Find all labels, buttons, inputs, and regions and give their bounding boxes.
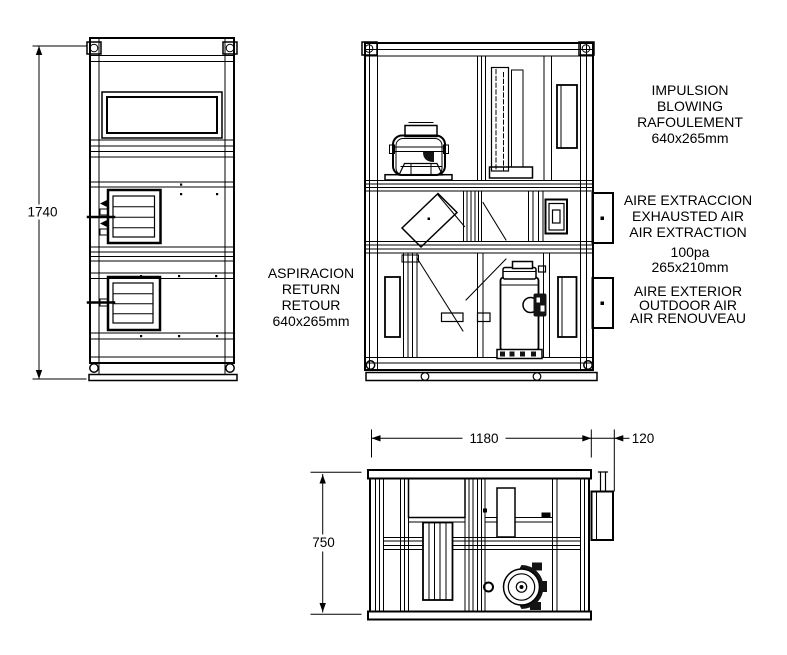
fan-top — [484, 563, 547, 611]
label-aspiracion-line3: RETOUR — [281, 297, 341, 313]
label-impulsion-size: 640x265mm — [651, 130, 729, 146]
dim-top-depth-value: 750 — [312, 535, 335, 550]
blowing-outlet-panel — [557, 85, 577, 148]
damper-section — [402, 191, 543, 247]
compressor — [497, 262, 547, 359]
label-aspiracion-line1: ASPIRACION — [267, 265, 355, 281]
label-exterior-line1: AIRE EXTERIOR — [633, 283, 743, 299]
label-pressure-value: 100pa — [670, 244, 710, 260]
label-impulsion-line3: RAFOULEMENT — [637, 114, 743, 130]
label-impulsion-line1: IMPULSION — [651, 82, 729, 98]
label-extraccion — [624, 192, 752, 240]
base-skid — [89, 363, 237, 381]
label-aspiracion — [268, 265, 354, 329]
label-exterior-line2: OUTDOOR AIR — [638, 297, 738, 313]
flange-top — [592, 472, 614, 540]
dimension-front-height — [27, 46, 86, 379]
label-exterior-line3: AIR RENOUVEAU — [630, 310, 746, 326]
front-view — [87, 38, 237, 381]
coil-top — [423, 523, 453, 601]
dimension-flange-depth — [591, 431, 654, 446]
extraction-flange — [593, 193, 614, 243]
dim-front-height-value: 1740 — [27, 204, 58, 220]
filter-compressor-section — [385, 253, 577, 358]
label-exterior — [630, 283, 746, 326]
corner-cap — [87, 42, 237, 54]
dim-top-length-value: 1180 — [469, 431, 499, 446]
label-extraccion-line1: AIRE EXTRACCION — [623, 192, 753, 208]
coil — [490, 68, 533, 179]
top-access-panel — [102, 92, 222, 138]
label-aspiracion-size: 640x265mm — [272, 313, 350, 329]
label-aspiracion-line2: RETURN — [281, 281, 341, 297]
label-impulsion — [637, 82, 743, 146]
label-extraccion-line3: AIR EXTRACTION — [629, 224, 747, 240]
outdoor-air-flange — [593, 278, 614, 328]
label-extraccion-line2: EXHAUSTED AIR — [631, 208, 745, 224]
supply-fan — [385, 123, 452, 181]
dim-flange-depth-value: 120 — [631, 431, 655, 446]
label-pressure-size: 265x210mm — [651, 259, 729, 275]
side-view — [362, 42, 613, 381]
dimension-top-depth — [311, 472, 361, 614]
top-view — [368, 470, 613, 620]
label-impulsion-line2: BLOWING — [656, 98, 724, 114]
duct-divider-top — [497, 488, 515, 537]
label-pressure — [651, 244, 728, 275]
electrical-box — [546, 200, 568, 234]
